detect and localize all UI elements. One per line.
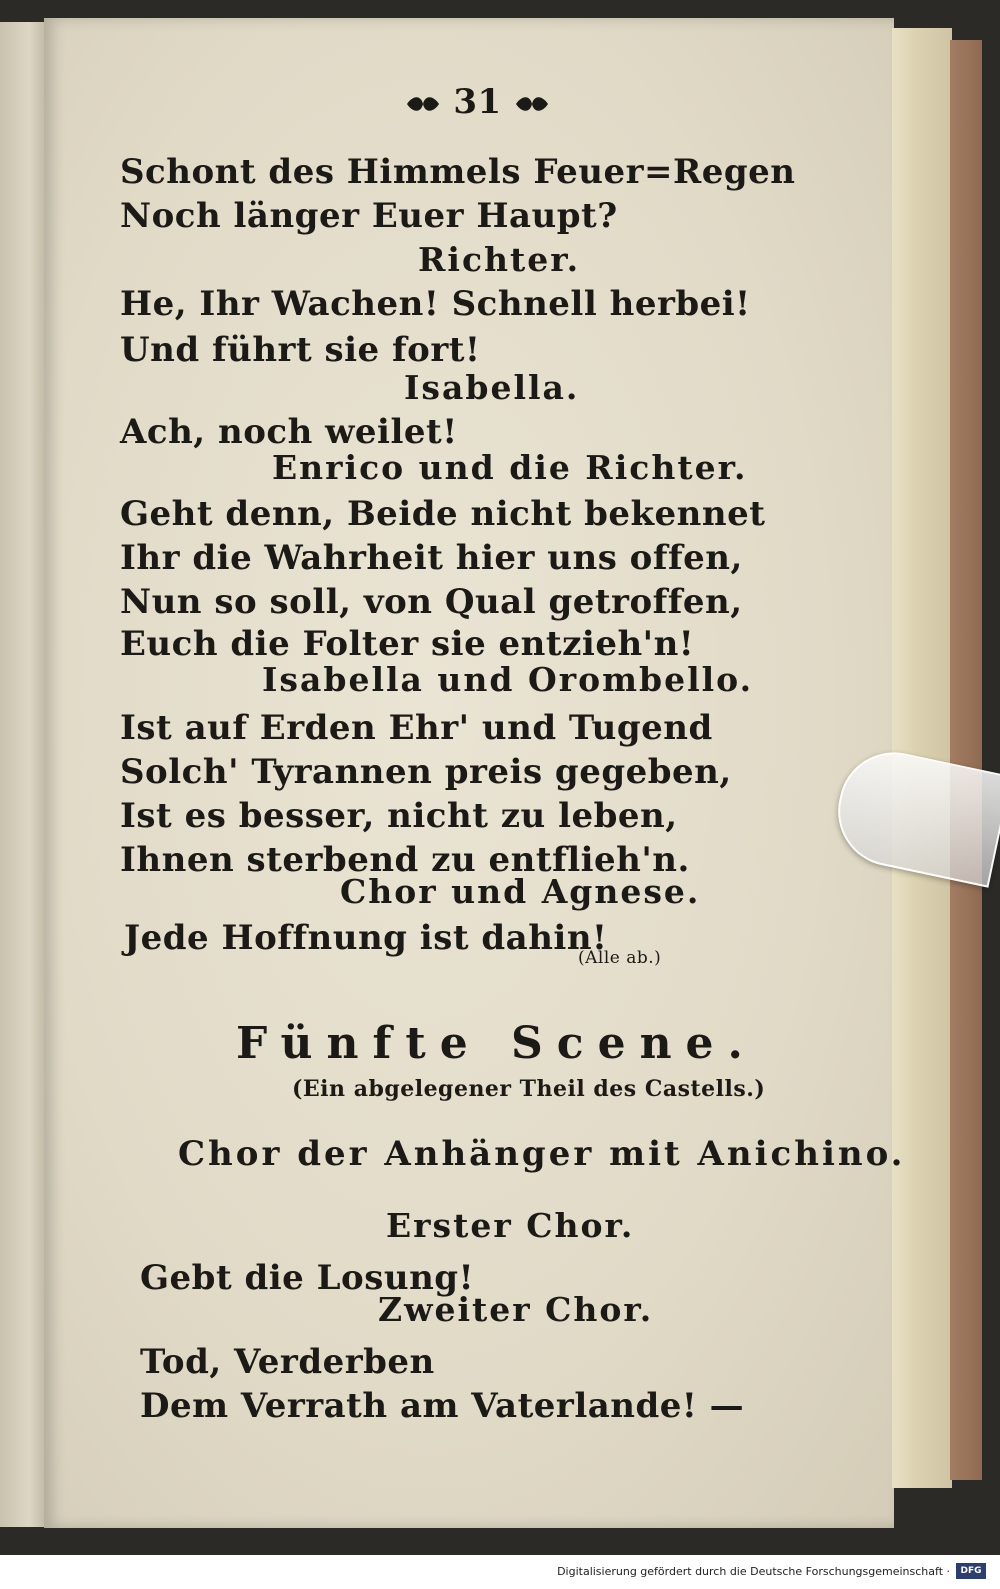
speaker-label: Isabella. <box>404 368 580 407</box>
verse-line: Solch' Tyrannen preis gegeben, <box>120 752 732 792</box>
verse-line: Tod, Verderben <box>140 1342 435 1382</box>
verse-line: Gebt die Losung! <box>140 1258 475 1298</box>
speaker-label: Enrico und die Richter. <box>272 448 748 487</box>
speaker-label: Richter. <box>418 240 581 279</box>
verse-line: Ist es besser, nicht zu leben, <box>120 796 678 836</box>
verse-line: Dem Verrath am Vaterlande! — <box>140 1386 745 1426</box>
verse-line: Schont des Himmels Feuer=Regen <box>120 152 796 192</box>
verse-line: Noch länger Euer Haupt? <box>120 196 618 236</box>
verse-line: Nun so soll, von Qual getroffen, <box>120 582 743 622</box>
page-number: 31 <box>453 82 502 122</box>
stage-direction: (Alle ab.) <box>578 948 662 968</box>
speaker-label: Chor und Agnese. <box>340 872 701 911</box>
scene-title: Fünfte Scene. <box>236 1018 757 1069</box>
ornament-left-icon <box>405 93 441 115</box>
verse-line: Ihnen sterbend zu entflieh'n. <box>120 840 690 880</box>
verse-line: Ach, noch weilet! <box>120 412 458 452</box>
verse-line: He, Ihr Wachen! Schnell herbei! <box>120 284 751 324</box>
speaker-label: Zweiter Chor. <box>378 1290 654 1329</box>
speaker-label: Erster Chor. <box>386 1206 635 1245</box>
ornament-right-icon <box>514 93 550 115</box>
verse-line: Euch die Folter sie entzieh'n! <box>120 624 695 664</box>
verse-line: Ist auf Erden Ehr' und Tugend <box>120 708 713 748</box>
left-page-edge <box>0 22 48 1527</box>
scene-setting: (Ein abgelegener Theil des Castells.) <box>292 1076 766 1102</box>
scene-characters: Chor der Anhänger mit Anichino. <box>178 1134 906 1174</box>
digitization-footer <box>0 1555 1000 1589</box>
footer-text: Digitalisierung gefördert durch die Deutsche Forschungsgemeinschaft · <box>557 1565 950 1578</box>
speaker-label: Isabella und Orombello. <box>262 660 754 699</box>
page-number-line <box>405 82 550 122</box>
verse-line: Jede Hoffnung ist dahin! <box>124 918 608 958</box>
book-cover-edge <box>950 40 982 1480</box>
verse-line: Und führt sie fort! <box>120 330 481 370</box>
verse-line: Ihr die Wahrheit hier uns offen, <box>120 538 743 578</box>
dfg-logo: DFG <box>956 1563 986 1579</box>
verse-line: Geht denn, Beide nicht bekennet <box>120 494 766 534</box>
